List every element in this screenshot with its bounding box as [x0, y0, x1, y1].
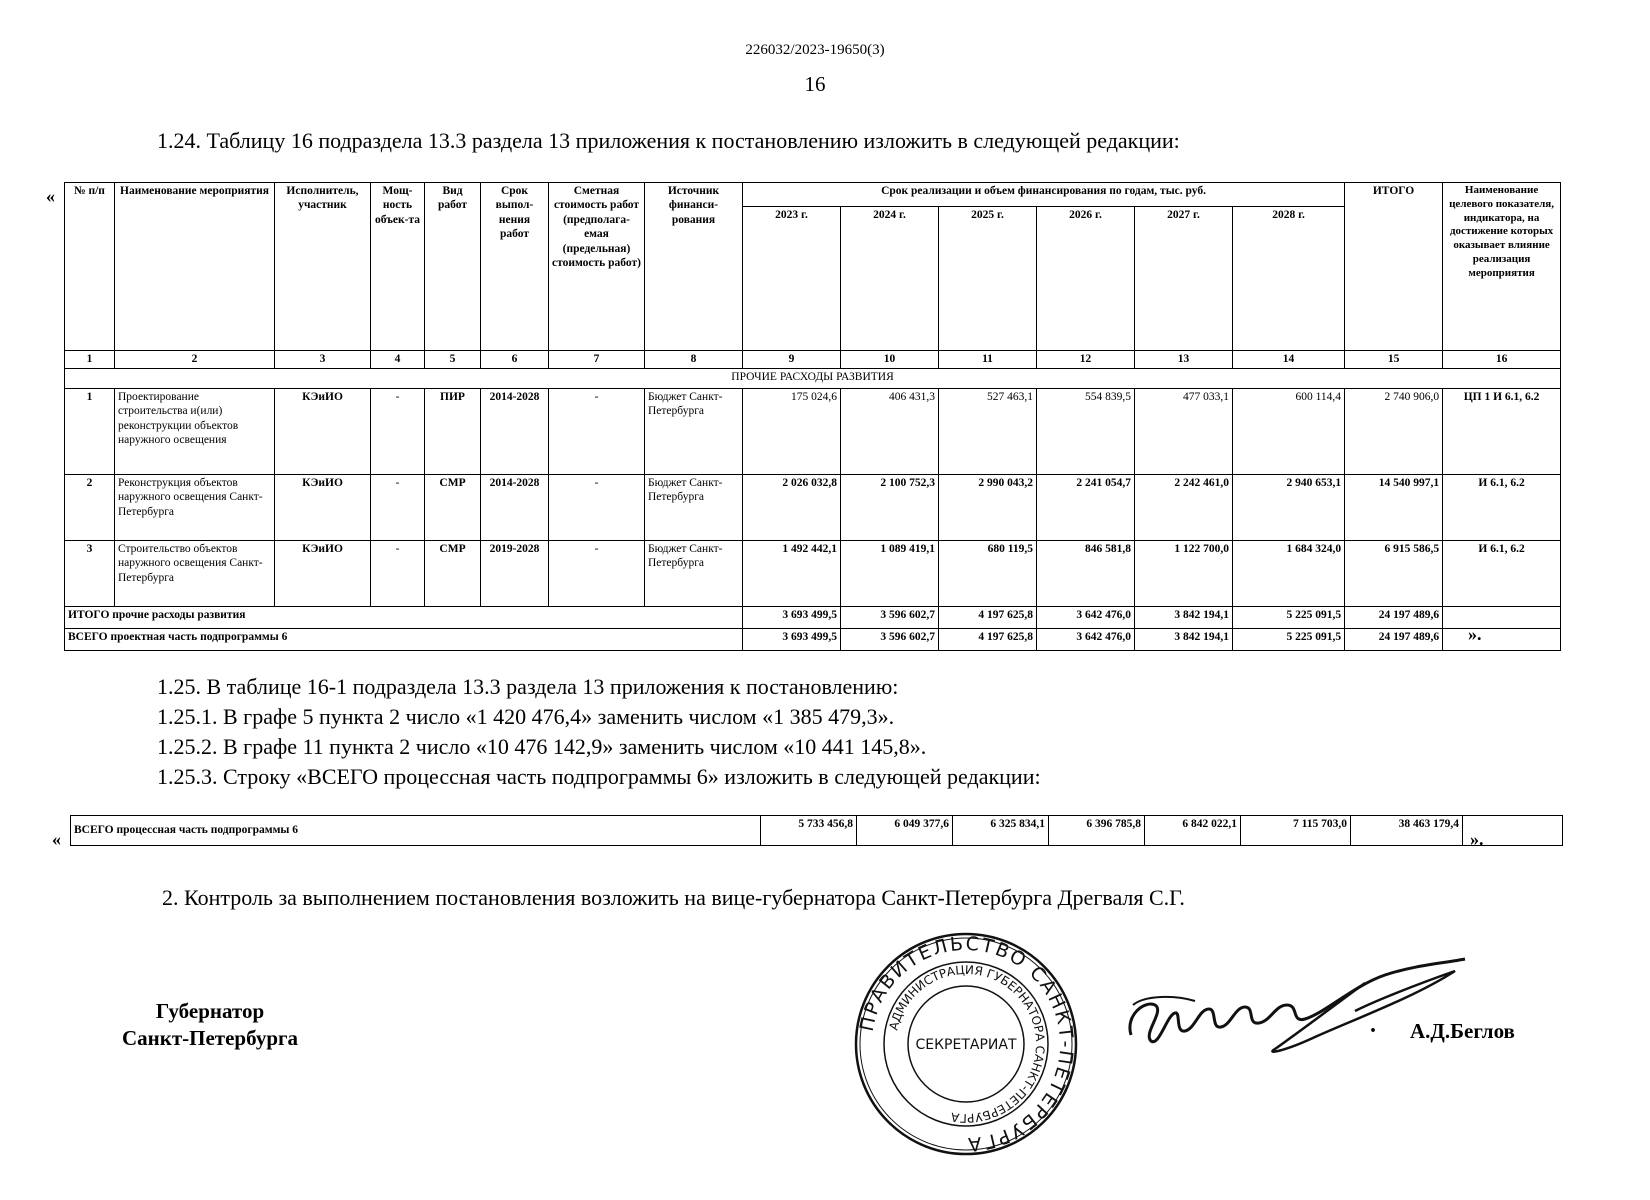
col-number: 4: [371, 351, 425, 369]
row-no: 2: [65, 475, 115, 541]
itogo-value: 5 225 091,5: [1233, 607, 1345, 629]
row-value: 600 114,4: [1233, 389, 1345, 475]
row-estimate: -: [549, 475, 645, 541]
col-number: 12: [1037, 351, 1135, 369]
row-indicator: И 6.1, 6.2: [1443, 541, 1561, 607]
row-value: 680 119,5: [939, 541, 1037, 607]
header-year: 2026 г.: [1037, 207, 1135, 351]
row-executor: КЭиИО: [275, 475, 371, 541]
row-value: 2 026 032,8: [743, 475, 841, 541]
vsego-process-value: 7 115 703,0: [1241, 816, 1351, 846]
row-total: 6 915 586,5: [1345, 541, 1443, 607]
vsego-process-value: 6 842 022,1: [1145, 816, 1241, 846]
header-power: Мощ-ность объек-та: [371, 183, 425, 351]
col-number: 9: [743, 351, 841, 369]
header-year: 2028 г.: [1233, 207, 1345, 351]
col-number: 1: [65, 351, 115, 369]
row-work-type: СМР: [425, 541, 481, 607]
table-row: [65, 475, 1561, 541]
itogo-value: 4 197 625,8: [939, 607, 1037, 629]
vsego-process-value: 6 049 377,6: [857, 816, 953, 846]
row-value: 1 122 700,0: [1135, 541, 1233, 607]
vsego-process-value: 6 325 834,1: [953, 816, 1049, 846]
signatory-name: А.Д.Беглов: [1410, 1019, 1515, 1043]
row-work-type: ПИР: [425, 389, 481, 475]
col-number: 5: [425, 351, 481, 369]
row-executor: КЭиИО: [275, 389, 371, 475]
vsego-indicator-empty: [1443, 629, 1561, 651]
row-value: 1 089 419,1: [841, 541, 939, 607]
row-indicator: И 6.1, 6.2: [1443, 475, 1561, 541]
itogo-total: 24 197 489,6: [1345, 607, 1443, 629]
row-source: Бюджет Санкт-Петербурга: [645, 389, 743, 475]
official-seal: [852, 930, 1080, 1158]
vsego-value: 5 225 091,5: [1233, 629, 1345, 651]
header-year: 2027 г.: [1135, 207, 1233, 351]
table-row: [65, 541, 1561, 607]
header-source: Источник финанси-рования: [645, 183, 743, 351]
row-name: Проектирование строительства и(или) реконструкции объектов наружного освещения: [115, 389, 275, 475]
header-estimate: Сметная стоимость работ (предполага-емая (предельная) стоимость работ): [549, 183, 645, 351]
vsego-process-value: 6 396 785,8: [1049, 816, 1145, 846]
row-total: 2 740 906,0: [1345, 389, 1443, 475]
quote-open-2: «: [52, 829, 61, 849]
vsego-row: [65, 629, 1561, 651]
vsego-value: 3 642 476,0: [1037, 629, 1135, 651]
col-number: 16: [1443, 351, 1561, 369]
document-number: 226032/2023-19650(3): [745, 42, 885, 58]
itogo-value: 3 642 476,0: [1037, 607, 1135, 629]
col-number: 14: [1233, 351, 1345, 369]
col-number: 15: [1345, 351, 1443, 369]
paragraph-1-25-1: 1.25.1. В графе 5 пункта 2 число «1 420 476,4» заменить числом «1 385 479,3».: [157, 704, 895, 729]
paragraph-1-25-3: 1.25.3. Строку «ВСЕГО процессная часть подпрограммы 6» изложить в следующей редакции:: [157, 764, 1041, 789]
row-value: 406 431,3: [841, 389, 939, 475]
header-name: Наименование мероприятия: [115, 183, 275, 351]
itogo-indicator-empty: [1443, 607, 1561, 629]
itogo-value: 3 842 194,1: [1135, 607, 1233, 629]
row-value: 477 033,1: [1135, 389, 1233, 475]
vsego-process-total: 38 463 179,4: [1351, 816, 1463, 846]
itogo-label: ИТОГО прочие расходы развития: [65, 607, 743, 629]
col-number: 2: [115, 351, 275, 369]
signatory-title: [110, 998, 310, 1053]
signature-dot: .: [1370, 1012, 1376, 1038]
table-row: [65, 389, 1561, 475]
vsego-process-value: 5 733 456,8: [761, 816, 857, 846]
header-period: Срок реализации и объем финансирования по годам, тыс. руб.: [743, 183, 1345, 207]
row-total: 14 540 997,1: [1345, 475, 1443, 541]
header-no: № п/п: [65, 183, 115, 351]
col-number: 7: [549, 351, 645, 369]
col-number: 6: [481, 351, 549, 369]
row-value: 554 839,5: [1037, 389, 1135, 475]
row-estimate: -: [549, 541, 645, 607]
row-value: 527 463,1: [939, 389, 1037, 475]
row-value: 175 024,6: [743, 389, 841, 475]
row-value: 2 940 653,1: [1233, 475, 1345, 541]
paragraph-1-25-2: 1.25.2. В графе 11 пункта 2 число «10 476 142,9» заменить числом «10 441 145,8».: [157, 734, 927, 759]
row-indicator: ЦП 1 И 6.1, 6.2: [1443, 389, 1561, 475]
signatory-title-line2: Санкт-Петербурга: [121, 1026, 299, 1051]
seal-middle-text: АДМИНИСТРАЦИЯ ГУБЕРНАТОРА САНКТ-ПЕТЕРБУРГА: [886, 962, 1048, 1126]
header-year: 2025 г.: [939, 207, 1037, 351]
vsego-value: 3 693 499,5: [743, 629, 841, 651]
row-source: Бюджет Санкт-Петербурга: [645, 541, 743, 607]
row-power: -: [371, 541, 425, 607]
vsego-total: 24 197 489,6: [1345, 629, 1443, 651]
seal-center-text: СЕКРЕТАРИАТ: [915, 1037, 1017, 1053]
quote-close-2: ».: [1470, 829, 1484, 849]
col-number: 3: [275, 351, 371, 369]
row-name: Реконструкция объектов наружного освещения Санкт-Петербурга: [115, 475, 275, 541]
col-number: 11: [939, 351, 1037, 369]
header-executor: Исполнитель, участник: [275, 183, 371, 351]
itogo-row: [65, 607, 1561, 629]
row-executor: КЭиИО: [275, 541, 371, 607]
row-value: 2 990 043,2: [939, 475, 1037, 541]
row-value: 846 581,8: [1037, 541, 1135, 607]
col-number: 10: [841, 351, 939, 369]
vsego-value: 3 842 194,1: [1135, 629, 1233, 651]
col-number: 8: [645, 351, 743, 369]
col-number: 13: [1135, 351, 1233, 369]
row-power: -: [371, 475, 425, 541]
itogo-value: 3 693 499,5: [743, 607, 841, 629]
vsego-value: 4 197 625,8: [939, 629, 1037, 651]
header-total: ИТОГО: [1345, 183, 1443, 351]
vsego-process-label: ВСЕГО процессная часть подпрограммы 6: [71, 816, 761, 846]
vsego-value: 3 596 602,7: [841, 629, 939, 651]
header-term: Срок выпол-нения работ: [481, 183, 549, 351]
header-work-type: Вид работ: [425, 183, 481, 351]
section-title: ПРОЧИЕ РАСХОДЫ РАЗВИТИЯ: [65, 369, 1561, 389]
signatory-title-line1: Губернатор: [155, 999, 265, 1023]
row-term: 2019-2028: [481, 541, 549, 607]
quote-close: ».: [1468, 624, 1482, 644]
row-work-type: СМР: [425, 475, 481, 541]
row-no: 3: [65, 541, 115, 607]
row-no: 1: [65, 389, 115, 475]
row-term: 2014-2028: [481, 389, 549, 475]
row-estimate: -: [549, 389, 645, 475]
handwritten-signature: [1115, 945, 1475, 1065]
table-16: [64, 182, 1561, 651]
row-value: 2 242 461,0: [1135, 475, 1233, 541]
header-year: 2023 г.: [743, 207, 841, 351]
row-name: Строительство объектов наружного освещения Санкт-Петербурга: [115, 541, 275, 607]
paragraph-1-25: 1.25. В таблице 16-1 подраздела 13.3 раздела 13 приложения к постановлению:: [157, 674, 899, 699]
row-value: 1 684 324,0: [1233, 541, 1345, 607]
row-power: -: [371, 389, 425, 475]
header-year: 2024 г.: [841, 207, 939, 351]
header-indicator: Наименование целевого показателя, индикатора, на достижение которых оказывает влияние реализация мероприятия: [1443, 183, 1561, 351]
paragraph-1-24: 1.24. Таблицу 16 подраздела 13.3 раздела 13 приложения к постановлению изложить в следующей редакции:: [157, 128, 1180, 153]
page-number: 16: [804, 72, 826, 96]
table-16-1-row: [70, 815, 1563, 846]
vsego-label: ВСЕГО проектная часть подпрограммы 6: [65, 629, 743, 651]
quote-open: «: [46, 186, 55, 206]
seal-outer-text: ПРАВИТЕЛЬСТВО САНКТ-ПЕТЕРБУРГА: [855, 932, 1078, 1156]
paragraph-2: 2. Контроль за выполнением постановления возложить на вице-губернатора Санкт-Петербурга Дрегваля С.Г.: [162, 885, 1185, 910]
row-value: 1 492 442,1: [743, 541, 841, 607]
row-source: Бюджет Санкт-Петербурга: [645, 475, 743, 541]
row-value: 2 100 752,3: [841, 475, 939, 541]
row-value: 2 241 054,7: [1037, 475, 1135, 541]
row-term: 2014-2028: [481, 475, 549, 541]
itogo-value: 3 596 602,7: [841, 607, 939, 629]
